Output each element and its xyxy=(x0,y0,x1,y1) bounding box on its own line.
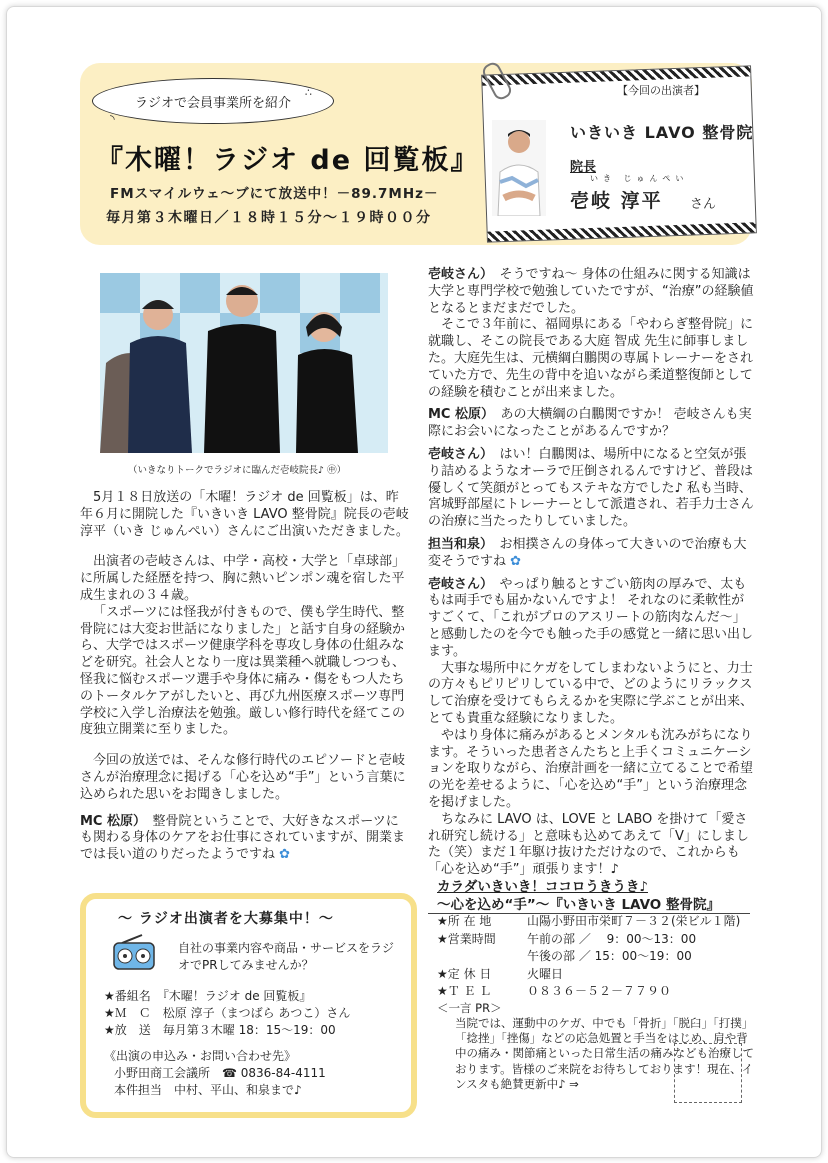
pr-label: ＜一言 PR＞ xyxy=(437,1001,502,1015)
bio-paragraph-2: 「スポーツには怪我が付きもので、僕も学生時代、整骨院には大変お世話になりました」と話す自身の経験から、大学ではスポーツ健康学科を専攻し身体の仕組みなどを研究。社会人となり一度は異業種へ就職しつつも、怪我に悩むスポーツ選手や身体に痛み・傷をもつ人たちのトータルケアがしたいと、再び九州医療スポーツ専門学校に入学し治療法を勉強。厳しい修行時代を経てこの度独立開業に至りました。 xyxy=(80,604,406,738)
studio-photo xyxy=(100,273,388,453)
recruit-row: ★Ｍ Ｃ 松原 淳子（まつばら あつこ）さん xyxy=(104,1006,351,1020)
info-row: ★営業時間 午前の部 ／ 9：00～13：00 xyxy=(437,931,697,946)
dialog-5d: ちなみに LAVO は、LOVE と LABO を掛けて「愛され研究し続ける」と意味も込めてあえて「V」にしました（笑）まだ１年駆け抜けただけなので、これからも「心を込め“手”」頑張ります！♪ xyxy=(428,811,749,878)
clinic-heading: カラダいきいき！ココロうきうき♪ ～心を込め“手”～『いきいき LAVO 整骨院』 xyxy=(437,879,720,913)
recruit-message: 自社の事業内容や商品・サービスをラジオでPRしてみませんか？ xyxy=(178,941,395,972)
info-row: 午後の部 ／ 15：00～19：00 xyxy=(527,949,692,964)
guest-name-ruby: いき じゅんぺい xyxy=(590,174,689,183)
dialog-5: 壱岐さん） やっぱり触るとすごい筋肉の厚みで、太ももは両手でも届かないんですよ！ それなのに柔軟性がすごくて、「これがプロのアスリートの筋肉なんだ～」と感動したのを今でも触った手の感覚と一緒に思い出します。 xyxy=(428,576,754,659)
bubble-text: ラジオで会員事業所を紹介 xyxy=(134,95,291,111)
recruit-row: ★放 送 毎月第３木曜 18：15～19：00 xyxy=(104,1023,336,1037)
info-row: ★Ｔ Ｅ Ｌ ０８３６－５２－７７９０ xyxy=(437,984,672,999)
guest-role: 院長 xyxy=(570,160,597,175)
dialog-3: 壱岐さん） はい！白鵬関は、場所中になると空気が張り詰めるようなオーラで圧倒されるんですけど、普段は優しくて笑顔がとってもステキな方でした♪ 私も当時、宮城野部屋にトレーナーとして派遣され、若手力士さんの治療に当たったりしていました。 xyxy=(428,446,754,530)
pr-text: 当院では、運動中のケガ、中でも「骨折」「脱臼」「打撲」「捻挫」「挫傷」などの応急処置と手当をはじめ、肩や背中の痛み・関節痛といった日常生活の痛みなども治療しております。皆様のご来院をお待ちしております！現在、インスタも絶賛更新中♪ ⇒ xyxy=(455,1016,754,1091)
info-row: ★定 休 日 火曜日 xyxy=(437,966,564,981)
mc-question: MC 松原） 整骨院ということで、大好きなスポーツにも関わる身体のケアをお仕事にされていますが、開業までは長い道のりだったようですね ✿ xyxy=(80,813,406,863)
clinic-info-table xyxy=(437,913,740,1001)
speaker-label: MC 松原） xyxy=(80,813,140,829)
speech-bubble xyxy=(92,78,334,124)
radio-icon xyxy=(112,933,156,973)
schedule-line: 毎月第３木曜日／１８時１５分～１９時００分 xyxy=(106,210,432,226)
contact-heading: 《出演の申込み・お問い合わせ先》 xyxy=(104,1049,297,1063)
bio-paragraph-3: 今回の放送では、そんな修行時代のエピソードと壱岐さんが治療理念に掲げる「心を込め“手”」という言葉に込められた思いをお聞きしました。 xyxy=(80,753,406,802)
dialog-5b: 大事な場所中にケガをしてしまわないようにと、力士の方々もピリピリしている中で、どのようにリラックスして治療を受けてもらえるかを実際に学ぶことが出来、とても貴重な経験になりました。 xyxy=(428,660,754,726)
dialog-2: MC 松原） あの大横綱の白鵬関ですか！ 壱岐さんも実際にお会いになったことがあるんですか？ xyxy=(428,407,752,440)
left-column xyxy=(80,490,410,864)
contact-line: 本件担当 中村、平山、和泉まで♪ xyxy=(114,1083,302,1097)
guest-honorific: さん xyxy=(690,197,717,212)
contact-line: 小野田商工会議所 ☎ 0836-84-4111 xyxy=(114,1066,326,1080)
speech-bubble-tail-icon: ◝ xyxy=(110,112,115,126)
info-row: ★所 在 地 山陽小野田市栄町７－３２(栄ビル１階) xyxy=(437,914,741,928)
recruit-row: ★番組名 『木曜！ラジオ de 回覧板』 xyxy=(104,989,312,1003)
dialog-4: 担当和泉） お相撲さんの身体って大きいので治療も大変そうですね ✿ xyxy=(428,536,747,569)
guest-name: 壱岐 淳平 xyxy=(570,190,663,212)
dialog-1b: そこで３年前に、福岡県にある「やわらぎ整骨院」に就職し、そこの院長である大庭 智成 先生に師事しました。大庭先生は、元横綱白鵬関の専属トレーナーをされていた方で、先生の背中を追いながら柔道整復師としての経験を積むことが出来ました。 xyxy=(428,317,754,400)
emoji-icon: ✿ xyxy=(279,847,291,863)
right-column xyxy=(428,267,754,879)
broadcast-line: FMスマイルウェ～ブにて放送中！－89.7MHz－ xyxy=(110,186,439,202)
dialog-1: 壱岐さん） そうですね～ 身体の仕組みに関する知識は大学と専門学校で勉強していたですが、“治療”の経験値となるとまだまだでした。 xyxy=(428,267,754,316)
photo-caption: （いきなりトークでラジオに臨んだ壱岐院長♪ ㊥） xyxy=(128,465,347,476)
bio-paragraph-1: 出演者の壱岐さんは、中学・高校・大学と「卓球部」に所属した経歴を持つ、胸に熱いピンポン魂を宿した平成生まれの３４歳。 xyxy=(80,554,406,603)
recruit-contact xyxy=(104,1048,326,1099)
recruit-title: ～ ラジオ出演者を大募集中！～ xyxy=(118,911,334,927)
show-title: 『木曜！ラジオ de 回覧板』 xyxy=(96,145,480,176)
emoji-icon: ✿ xyxy=(510,553,522,569)
qr-placeholder xyxy=(674,1043,742,1103)
guest-clinic: いきいき LAVO 整骨院 xyxy=(570,123,754,142)
intro-paragraph: 5月１８日放送の「木曜！ラジオ de 回覧板」は、昨年６月に開院した『いきいき LAVO 整骨院』院長の壱岐 淳平（いき じゅんぺい）さんにご出演いただきました。 xyxy=(80,490,409,539)
dialog-5c: やはり身体に痛みがあるとメンタルも沈みがちになります。そういった患者さんたちと上手くコミュニケーションを取りながら、治療計画を一緒に立てることで希望の光を差せるように、「心を込め“手”」という治療理念を掲げました。 xyxy=(428,727,754,810)
guest-label: 【今回の出演者】 xyxy=(617,84,705,97)
guest-portrait xyxy=(492,120,546,216)
recruit-details xyxy=(104,988,350,1039)
paw-icon: ∴ xyxy=(305,86,312,99)
